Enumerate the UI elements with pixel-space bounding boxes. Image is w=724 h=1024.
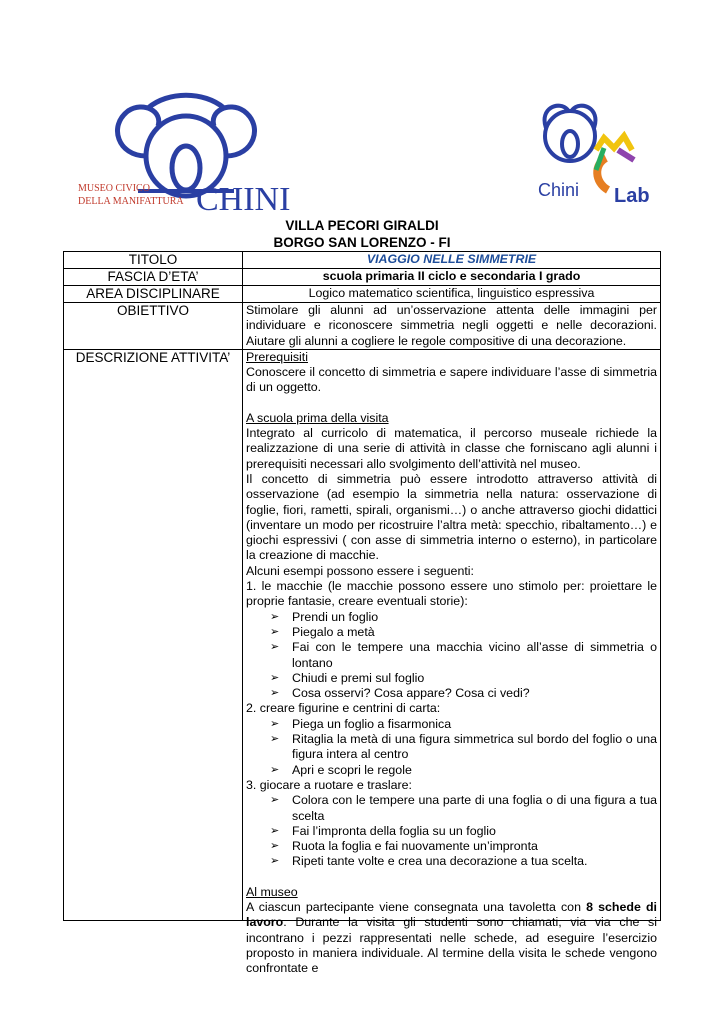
- scuola-paragraph-3: Alcuni esempi possono essere i seguenti:: [246, 563, 474, 578]
- scuola-paragraph-2: Il concetto di simmetria può essere introdotto attraverso attività di osservazione (ad esempio la simmetria nella natura: osservazione di foglie, fiori, rametti, spirali, organismi…) o anche attraverso giochi didattici (inventare un modo per ricostruire l’altra metà: specchio, ribaltamento…) e giochi espressivi ( con asse di simmetria interno o esterno), in particolare la creazione di macchie.: [246, 471, 657, 563]
- example-2-title: 2. creare figurine e centrini di carta:: [246, 701, 441, 716]
- museo-chini-logo: [78, 86, 293, 218]
- chini-lab-logo: [534, 98, 666, 208]
- svg-text:DELLA MANIFATTURA: DELLA MANIFATTURA: [78, 196, 184, 207]
- list-item: ➢ Chiudi e premi sul foglio: [270, 670, 425, 685]
- arrow-bullet-icon: ➢: [270, 625, 280, 638]
- row-fascia: [64, 269, 661, 286]
- arrow-bullet-icon: ➢: [270, 717, 280, 730]
- header-line-1: VILLA PECORI GIRALDI: [285, 218, 439, 233]
- svg-text:CHINI: CHINI: [196, 181, 291, 218]
- value-titolo: VIAGGIO NELLE SIMMETRIE: [243, 252, 661, 269]
- label-descrizione: DESCRIZIONE ATTIVITA’: [64, 349, 243, 920]
- header-line-2: BORGO SAN LORENZO - FI: [273, 235, 451, 250]
- example-3-list: [246, 793, 657, 869]
- value-descrizione: [243, 349, 661, 976]
- arrow-bullet-icon: ➢: [270, 671, 280, 684]
- row-titolo: [64, 252, 661, 269]
- label-fascia: FASCIA D’ETA’: [64, 269, 243, 286]
- arrow-bullet-icon: ➢: [270, 641, 280, 654]
- arrow-bullet-icon: ➢: [270, 763, 280, 776]
- arrow-bullet-icon: ➢: [270, 733, 280, 746]
- scuola-title: A scuola prima della visita: [246, 410, 389, 425]
- arrow-bullet-icon: ➢: [270, 855, 280, 868]
- label-area: AREA DISCIPLINARE: [64, 286, 243, 303]
- list-item: ➢ Fai l’impronta della foglia su un foglio: [270, 823, 496, 838]
- value-fascia: scuola primaria II ciclo e secondaria I grado: [243, 269, 661, 286]
- row-obiettivo: [64, 303, 661, 350]
- arrow-bullet-icon: ➢: [270, 794, 280, 807]
- arrow-bullet-icon: ➢: [270, 687, 280, 700]
- svg-text:Chini: Chini: [538, 180, 580, 200]
- list-item: ➢ Ruota la foglia e fai nuovamente un’impronta: [270, 839, 538, 854]
- value-area: Logico matematico scientifica, linguistico espressiva: [243, 286, 661, 303]
- activity-table: [63, 251, 661, 976]
- arrow-bullet-icon: ➢: [270, 610, 280, 623]
- scuola-paragraph-1: Integrato al curricolo di matematica, il percorso museale richiede la realizzazione di una serie di attività in classe che forniscano agli alunni i prerequisiti necessari allo svolgimento dell’attività nel museo.: [246, 426, 657, 471]
- list-item: ➢ Prendi un foglio: [270, 609, 379, 624]
- list-item: ➢ Piegalo a metà: [270, 624, 375, 639]
- prereq-text: Conoscere il concetto di simmetria e sapere individuare l’asse di simmetria di un oggetto.: [246, 365, 657, 395]
- arrow-bullet-icon: ➢: [270, 824, 280, 837]
- list-item: ➢ Apri e scopri le regole: [270, 762, 412, 777]
- label-obiettivo: OBIETTIVO: [64, 303, 243, 350]
- list-item: ➢ Cosa osservi? Cosa appare? Cosa ci vedi?: [270, 686, 530, 701]
- museo-title: Al museo: [246, 884, 298, 899]
- svg-text:MUSEO CIVICO: MUSEO CIVICO: [78, 183, 150, 194]
- museo-paragraph: A ciascun partecipante viene consegnata una tavoletta con 8 schede di lavoro. Durante la visita gli studenti sono chiamati, via via che si incontrano i pezzi rappresentati nelle schede, ad eseguire l’esercizio proposto in maniera individuale. Al termine della visita le schede vengono confrontate e: [246, 899, 657, 976]
- label-titolo: TITOLO: [64, 252, 243, 269]
- row-area: [64, 286, 661, 303]
- list-item: ➢ Fai con le tempere una macchia vicino all’asse di simmetria o lontano: [270, 640, 657, 670]
- arrow-bullet-icon: ➢: [270, 840, 280, 853]
- list-item: ➢ Piega un foglio a fisarmonica: [270, 716, 452, 731]
- svg-text:Lab: Lab: [614, 185, 650, 207]
- value-obiettivo: Stimolare gli alunni ad un’osservazione attenta delle immagini per individuare e riconoscere simmetria negli oggetti e nelle decorazioni. Aiutare gli alunni a cogliere le regole compositive di una decorazione.: [243, 303, 661, 350]
- prereq-title: Prerequisiti: [246, 349, 308, 364]
- list-item: ➢ Ripeti tante volte e crea una decorazione a tua scelta.: [270, 854, 588, 869]
- list-item: ➢ Ritaglia la metà di una figura simmetrica sul bordo del foglio o una figura intera al centro: [270, 732, 657, 762]
- example-2-list: [246, 717, 657, 778]
- list-item: ➢ Colora con le tempere una parte di una foglia o di una figura a tua scelta: [270, 793, 657, 823]
- example-3-title: 3. giocare a ruotare e traslare:: [246, 777, 412, 792]
- example-1-title: 1. le macchie (le macchie possono essere uno stimolo per: proiettare le proprie fantasie, creare eventuali storie):: [246, 579, 657, 609]
- row-descrizione: [64, 349, 661, 920]
- example-1-list: [246, 610, 657, 702]
